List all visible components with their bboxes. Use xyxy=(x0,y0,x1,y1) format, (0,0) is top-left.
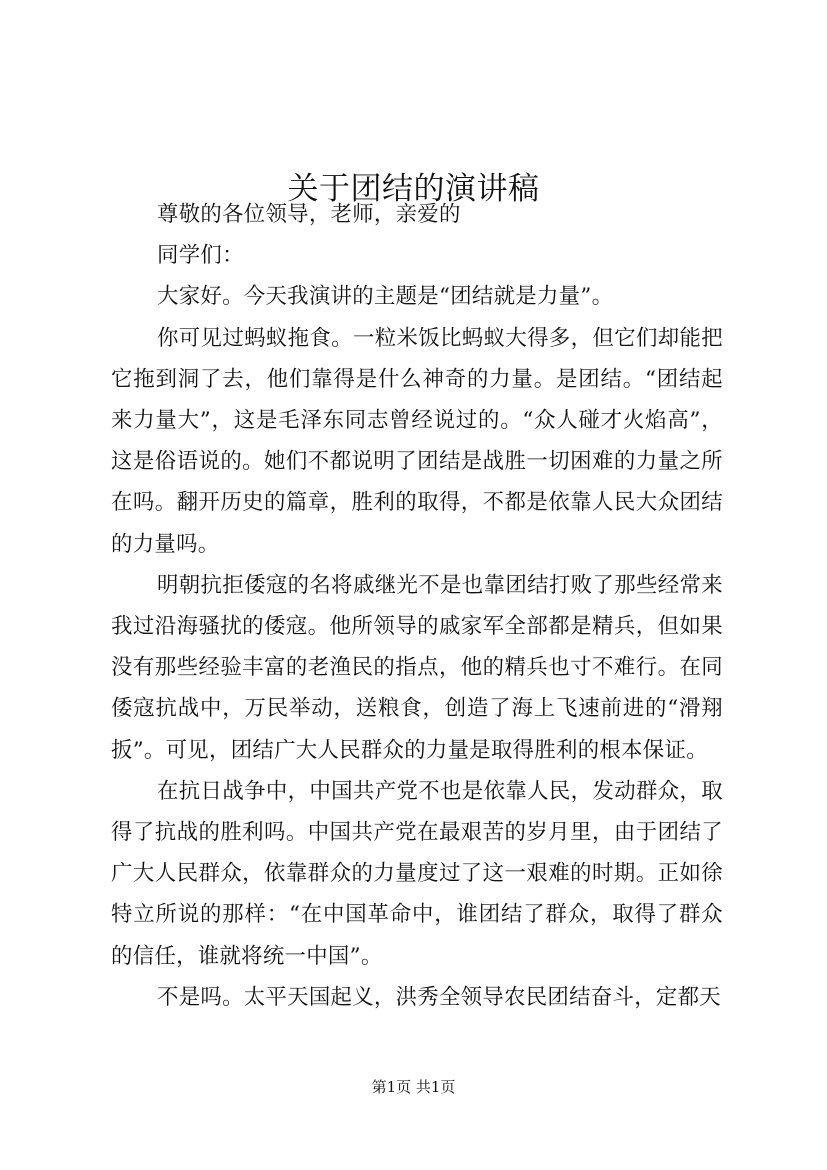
document-title: 关于团结的演讲稿 xyxy=(287,170,540,207)
paragraph-taiping: 不是吗。太平天国起义，洪秀全领导农民团结奋斗，定都天 xyxy=(157,984,721,1010)
document-body xyxy=(111,194,723,1018)
paragraph-qi-jiguang: 明朝抗拒倭寇的名将戚继光不是也靠团结打败了那些经常来我过沿海骚扰的倭寇。他所领导的戚家军全部都是精兵，但如果没有那些经验丰富的老渔民的指点，他的精兵也寸不难行。在同倭寇抗战中，万民举动，送粮食，创造了海上飞速前进的“滑翔扳”。可见，团结广大人民群众的力量是取得胜利的根本保证。 xyxy=(111,572,723,763)
paragraph-anti-japanese-war: 在抗日战争中，中国共产党不也是依靠人民，发动群众，取得了抗战的胜利吗。中国共产党在最艰苦的岁月里，由于团结了广大人民群众，依靠群众的力量度过了这一艰难的时期。正如徐特立所说的那样：“在中国革命中，谁团结了群众，取得了群众的信任，谁就将统一中国”。 xyxy=(111,778,723,969)
page-footer: 第1页 共1页 xyxy=(371,1078,456,1096)
paragraph-salutation-continued: 同学们： xyxy=(157,243,244,269)
paragraph-salutation: 尊敬的各位领导，老师，亲爱的 xyxy=(157,202,461,227)
paragraph-ants: 你可见过蚂蚁拖食。一粒米饭比蚂蚁大得多，但它们却能把它拖到洞了去，他们靠得是什么神奇的力量。是团结。“团结起来力量大”，这是毛泽东同志曾经说过的。“众人碰才火焰高”，这是俗语说的。她们不都说明了团结是战胜一切困难的力量之所在吗。翻开历史的篇章，胜利的取得，不都是依靠人民大众团结的力量吗。 xyxy=(111,325,723,557)
paragraph-greeting: 大家好。今天我演讲的主题是“团结就是力量”。 xyxy=(157,284,614,310)
